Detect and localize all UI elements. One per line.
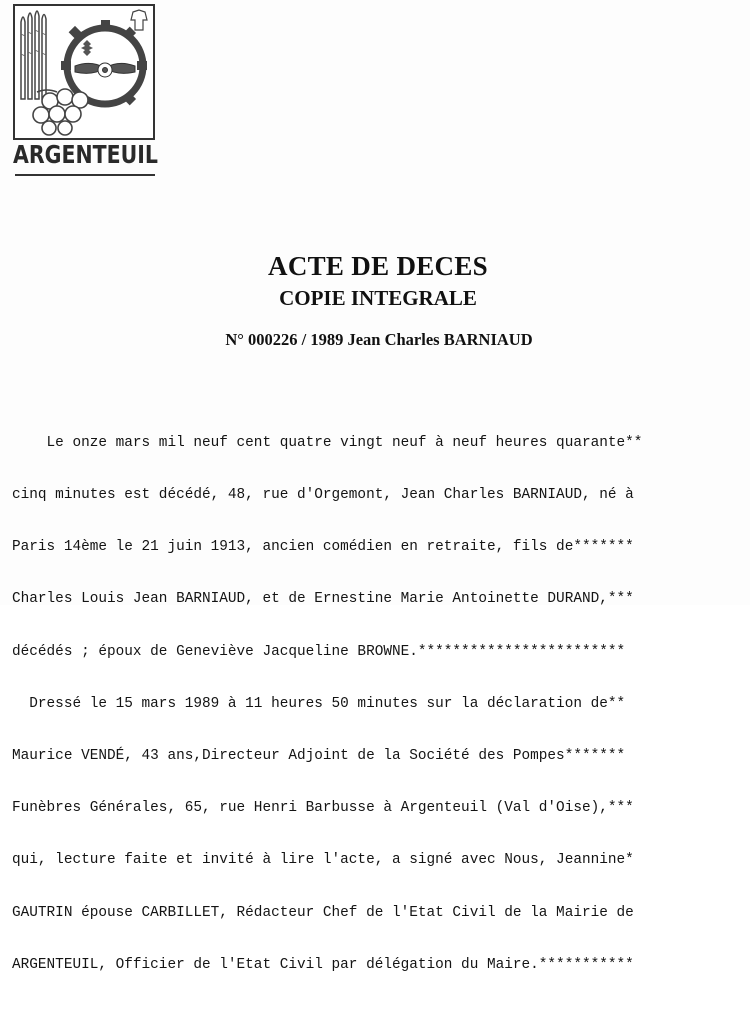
body-line: Charles Louis Jean BARNIAUD, et de Ernestine Marie Antoinette DURAND,*** bbox=[12, 591, 634, 608]
document-title: ACTE DE DECES bbox=[268, 251, 488, 281]
body-line: cinq minutes est décédé, 48, rue d'Orgemont, Jean Charles BARNIAUD, né à bbox=[12, 487, 634, 504]
logo-town-name: ARGENTEUIL bbox=[13, 140, 158, 169]
logo-divider bbox=[15, 174, 155, 176]
body-line: décédés ; époux de Geneviève Jacqueline BROWNE.************************ bbox=[12, 643, 626, 660]
argenteuil-logo bbox=[13, 4, 158, 178]
body-line: Dressé le 15 mars 1989 à 11 heures 50 minutes sur la déclaration de** bbox=[12, 695, 626, 712]
body-line: Paris 14ème le 21 juin 1913, ancien comédien en retraite, fils de******* bbox=[12, 539, 634, 556]
body-line: Maurice VENDÉ, 43 ans,Directeur Adjoint de la Société des Pompes******* bbox=[12, 748, 626, 765]
body-line: ARGENTEUIL, Officier de l'Etat Civil par délégation du Maire.*********** bbox=[12, 956, 634, 973]
body-line: Funèbres Générales, 65, rue Henri Barbusse à Argenteuil (Val d'Oise),*** bbox=[12, 800, 634, 817]
document-subtitle: COPIE INTEGRALE bbox=[279, 286, 477, 310]
body-line: Le onze mars mil neuf cent quatre vingt neuf à neuf heures quarante** bbox=[12, 434, 643, 451]
body-line: GAUTRIN épouse CARBILLET, Rédacteur Chef de l'Etat Civil de la Mairie de bbox=[12, 904, 634, 921]
body-line: qui, lecture faite et invité à lire l'acte, a signé avec Nous, Jeannine* bbox=[12, 852, 634, 869]
act-reference: N° 000226 / 1989 Jean Charles BARNIAUD bbox=[225, 330, 533, 349]
act-body bbox=[12, 400, 747, 1009]
coat-of-arms-icon bbox=[13, 4, 155, 140]
